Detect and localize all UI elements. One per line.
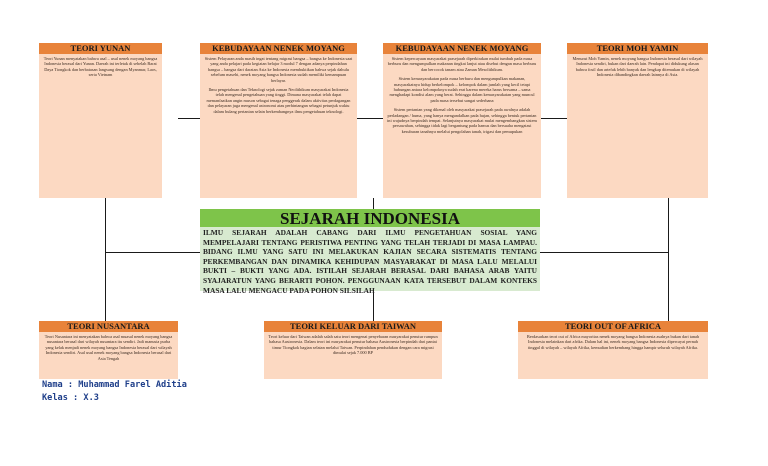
card-teori-yunan xyxy=(39,43,162,198)
card-teori-taiwan xyxy=(264,321,442,379)
card-title: TEORI OUT OF AFRICA xyxy=(518,321,708,332)
card-teori-nusantara xyxy=(39,321,178,379)
card-kebudayaan-2 xyxy=(383,43,541,198)
student-name: Nama : Muhammad Farel Aditia xyxy=(42,380,187,390)
card-teori-out-of-africa xyxy=(518,321,708,379)
card-text: Sistem kepercayaan masyarakat prasejarah diperkirakan mulai tumbuh pada masa berburu dan mengumpulkan makanan tingkat lanjut atau disebut dengan masa berburu dan bercocok tanam atau Zaman Mesolithikum. Sistem kemasyarakatan pada masa berburu dan mengumpulkan makanan, masyarakatnya hidup berkelompok – kelompok dalam jumlah yang kecil tetapi hubungan antara kelompoknya sudah erat karena mereka harus bersama – sama menghadapi kondisi alam yang berat. Sehingga dalam kemasyarakatan yang muncul pada masa tersebut sangat sederhana Sistem pertanian yang dikenal oleh masyarakat prasejarah pada awalnya adalah perladangan / huma, yang hanya mengandalkan pada hujan, sehingga bentuk pertanian ini wajudnya berpindah tempat. Selanjutnya masyarakat mulai mengembangkan sistem persawahan, sehingga tidak lagi bergantung pada hamus dan bersuaha mengatasi kesuburan tanahnya melalui pengolahan tanah, irigasi dan pemupukan xyxy=(383,54,541,198)
horizontal-connector-top-right xyxy=(541,118,567,119)
card-teori-moh-yamin xyxy=(567,43,708,198)
card-text: Sistem Pelayaran anda masih ingat tentang migrasi bangsa – bangsa ke Indonesia saat yang anda pelajari pada kegiatan belajar 3 modul 7 dengan adanya perpindahan bangsa – bangsa dari daratan Asia ke Indonesia membuktikan bahwa sejak dahulu sebelum masehi, nenek moyang bangsa Indonesia sudah memiliki kemampuan berlayar. Ilmu pengetahuan dan Teknologi sejak zaman Neolithikum masyarakat Indonesia telah mengenal pengetahuan yang tinggi. Dimana masyarakat telah dapat memanfaatkan angin muson sebagai tenaga penggerak dalam aktivitas perdagangan dan pelayaran juga mengenal astronomi atau perbintangan sebagai petunjuk waktu dalam bulang pertanian selain berkembangnya ilmu pengetahuan teknologi. xyxy=(200,54,357,198)
card-kebudayaan-1 xyxy=(200,43,357,198)
horizontal-connector-top xyxy=(178,118,200,119)
vertical-connector-left xyxy=(105,198,106,321)
card-title: TEORI KELUAR DARI TAIWAN xyxy=(264,321,442,332)
card-text: Teori Yunan menyatakan bahwa asal – usul nenek moyang bangsa Indonesia berasal dari Yunan. Daerah ini terletak di sebelah Barat Daya Tiongkok dan berbatasan langsung dengan Myanmar, Laos, serta Vietnam xyxy=(39,54,162,198)
card-text: Teori keluar dari Taiwan adalah salah satu teori mengenai penyebaran masyarakat penutur rumpun bahasa Austronesia. Dalam teori ini masyarakat penutur bahasa Austronesia berpindah dari pantai timur Tiongkok bagian selatan melalui Taiwan. Perpindahan pendudukan dengan cara migrasi dimulai sejak 7.000 BP xyxy=(264,332,442,379)
card-title: TEORI YUNAN xyxy=(39,43,162,54)
card-title: KEBUDAYAAN NENEK MOYANG xyxy=(200,43,357,54)
vertical-connector-right xyxy=(668,198,669,321)
card-title: KEBUDAYAAN NENEK MOYANG xyxy=(383,43,541,54)
main-description: ILMU SEJARAH ADALAH CABANG DARI ILMU PENGETAHUAN SOSIAL YANG MEMPELAJARI TENTANG PERISTIWA PENTING YANG TELAH TERJADI DI MASA LAMPAU. BIDANG ILMU YANG SATU INI MELAKUKAN KAJIAN SECARA SISTEMATIS TENTANG PERKEMBANGAN DAN DINAMIKA KEHIDUPAN MASYARAKAT DI MASA LALU MELALUI BUKTI – BUKTI YANG ADA. ISTILAH SEJARAH BERASAL DARI BAHASA ARAB YAITU SYAJARATUN YANG BERARTI POHON. PENGGUNAAN KATA TERSEBUT DALAM KONTEKS MASA LALU MENGACU PADA POHON SILSILAH xyxy=(203,228,537,295)
card-text: Teori Nusantara ini menyatakan bahwa asal muasal nenek moyang bangsa nusantara berasal dari wilayah nusantara itu sendiri. Jadi manusia purba yang kelak menjadi nenek moyang bangsa Indonesia berasal dari wilayah Indonesia sendiri. Asal usul nenek moyang bangsa Indonesia berasal dari Asia Tengah xyxy=(39,332,178,379)
card-text: Menurut Moh Yamin, nenek moyang bangsa Indonesia berasal dari wilayah Indonesia sendiri, bukan dari daerah lain. Pendapat ini didukung alasan bahwa fosil dan artefak lebih banyak dan lengkap ditemukan di wilayah Indonesia dibandingkan daerah lainnya di Asia. xyxy=(567,54,708,198)
main-topic-box xyxy=(200,209,540,295)
horizontal-connector-top-middle xyxy=(357,118,383,119)
card-title: TEORI NUSANTARA xyxy=(39,321,178,332)
student-class: Kelas : X.3 xyxy=(42,393,99,403)
main-title: SEJARAH INDONESIA xyxy=(200,209,540,227)
card-title: TEORI MOH YAMIN xyxy=(567,43,708,54)
card-text: Berdasarkan teori out of Africa mayoritas nenek moyang bangsa Indonesia asalnya bukan dari tanah Indonesia melainkan dari afrika. Dalam hal ini, nenek moyang bangsa Indonesia diperca‌yai pernah tinggal di wilayah – wilayah Afrika, kemudian berkembang hingga hampir seluruh wilayah Afrika. xyxy=(518,332,708,379)
